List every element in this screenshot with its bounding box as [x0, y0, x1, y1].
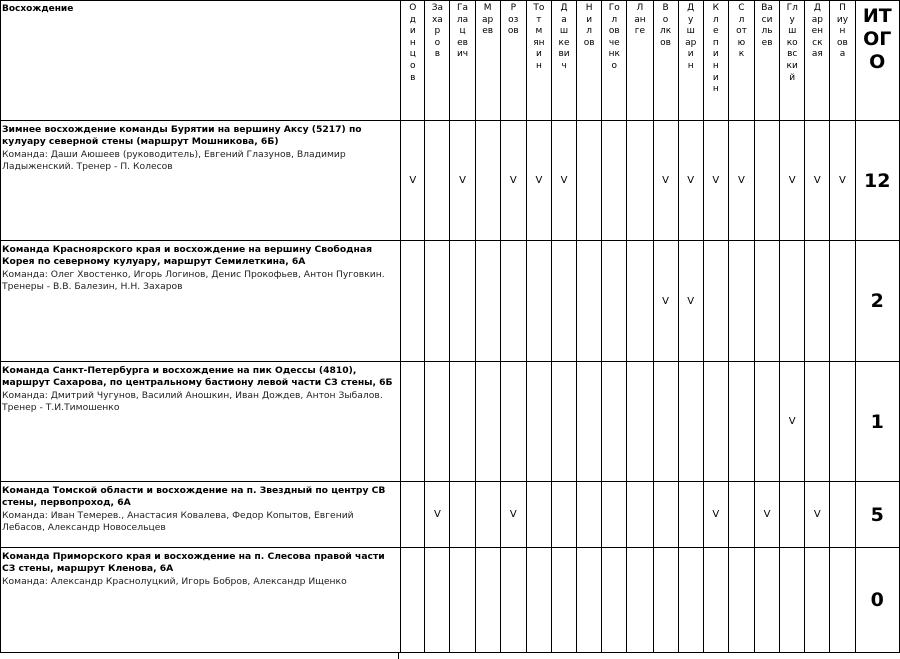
- vote-cell: [602, 121, 627, 241]
- judge-header-5: [500, 1, 526, 121]
- judge-header-fragment: е: [713, 26, 719, 37]
- vote-cell: [653, 362, 678, 482]
- table-row: [1, 482, 900, 548]
- vote-cell: [602, 241, 627, 362]
- judge-header-fragment: ев: [457, 37, 468, 48]
- judge-header-fragment: ха: [431, 14, 443, 25]
- judge-header-6: [526, 1, 551, 121]
- judge-header-fragment: и: [586, 14, 593, 25]
- judge-header-fragment: ко: [786, 37, 798, 48]
- judge-header-fragment: н: [535, 60, 542, 71]
- vote-cell: V: [728, 121, 754, 241]
- vote-cell: [678, 362, 703, 482]
- vote-cell: [500, 362, 526, 482]
- judge-header-fragment: о: [662, 14, 669, 25]
- judge-header-fragment: н: [712, 60, 719, 71]
- vote-cell: [425, 121, 450, 241]
- vote-cell: V: [401, 121, 425, 241]
- judge-header-fragment: о: [434, 37, 441, 48]
- judge-header-fragment: ар: [685, 37, 697, 48]
- judge-header-fragment: ов: [660, 37, 671, 48]
- judge-header-fragment: К: [712, 3, 719, 13]
- vote-cell: V: [780, 121, 805, 241]
- judge-header-2: [425, 1, 450, 121]
- judge-header-fragment: и: [712, 72, 719, 83]
- judge-header-fragment: н: [712, 84, 719, 95]
- judge-header-18: [830, 1, 855, 121]
- total-cell: 0: [855, 548, 899, 653]
- vote-cell: V: [500, 121, 526, 241]
- team-members: Команда: Олег Хвостенко, Игорь Логинов, Денис Прокофьев, Антон Пуговкин. Тренеры - В.В. Балезин, Н.Н. Захаров: [2, 268, 385, 293]
- judge-header-fragment: За: [431, 3, 444, 13]
- vote-cell: [627, 548, 653, 653]
- judge-header-fragment: О: [409, 3, 417, 13]
- judge-header-fragment: ки: [786, 60, 798, 71]
- vote-cell: [755, 548, 780, 653]
- total-header-fragment: ИТ: [862, 5, 892, 27]
- judge-header-3: [450, 1, 475, 121]
- vote-cell: V: [830, 121, 855, 241]
- vote-cell: [627, 362, 653, 482]
- vote-cell: [805, 362, 830, 482]
- judge-header-fragment: ш: [686, 26, 695, 37]
- ascent-description: [1, 241, 401, 362]
- vote-cell: [401, 482, 425, 548]
- vote-cell: [450, 241, 475, 362]
- vote-cell: [678, 482, 703, 548]
- judge-header-fragment: и: [687, 49, 694, 60]
- judge-header-fragment: а: [839, 49, 846, 60]
- judge-header-fragment: ев: [482, 26, 494, 37]
- ascent-title: Команда Санкт-Петербурга и восхождение на пик Одессы (4810), маршрут Сахарова, по центральному бастиону левой части СЗ стены, 6Б: [2, 365, 393, 389]
- vote-cell: [500, 241, 526, 362]
- vote-cell: V: [703, 121, 728, 241]
- judge-header-fragment: Ва: [761, 3, 773, 13]
- total-column-header: [855, 1, 899, 121]
- vote-cell: [401, 241, 425, 362]
- ascent-title: Команда Красноярского края и восхождение на вершину Свободная Корея по северному кулуару, маршрут Семилеткина, 6А: [2, 244, 372, 268]
- ascent-description: [1, 482, 401, 548]
- judge-header-fragment: ар: [811, 14, 823, 25]
- judge-header-fragment: ов: [583, 37, 595, 48]
- judge-header-fragment: ла: [456, 14, 469, 25]
- judge-header-fragment: Р: [510, 3, 516, 13]
- judge-header-fragment: То: [533, 3, 545, 13]
- vote-cell: [401, 548, 425, 653]
- judge-header-fragment: Го: [608, 3, 620, 13]
- judge-header-fragment: ч: [561, 60, 567, 71]
- vote-cell: [780, 482, 805, 548]
- judge-header-fragment: Д: [687, 3, 695, 13]
- vote-cell: [755, 241, 780, 362]
- vote-cell: [526, 548, 551, 653]
- judge-header-fragment: М: [483, 3, 492, 13]
- judge-header-fragment: Д: [813, 3, 821, 13]
- judge-header-fragment: Н: [585, 3, 593, 13]
- total-cell: 1: [855, 362, 899, 482]
- total-cell: 12: [855, 121, 899, 241]
- judge-header-fragment: ке: [558, 37, 570, 48]
- judge-header-fragment: нк: [608, 49, 620, 60]
- judge-header-fragment: ая: [811, 49, 823, 60]
- vote-cell: V: [425, 482, 450, 548]
- vote-cell: [805, 241, 830, 362]
- judge-header-fragment: С: [738, 3, 745, 13]
- vote-cell: V: [755, 482, 780, 548]
- table-row: [1, 362, 900, 482]
- judge-header-10: [627, 1, 653, 121]
- judge-header-fragment: н: [687, 60, 694, 71]
- vote-cell: V: [500, 482, 526, 548]
- total-header-fragment: ОГ: [863, 28, 892, 50]
- judge-header-fragment: В: [662, 3, 669, 13]
- next-row-border: [398, 652, 899, 659]
- judge-header-fragment: ю: [737, 37, 746, 48]
- vote-cell: [526, 362, 551, 482]
- vote-cell: [780, 241, 805, 362]
- vote-cell: [830, 548, 855, 653]
- vote-cell: V: [780, 362, 805, 482]
- judge-header-fragment: о: [611, 60, 618, 71]
- team-members: Команда: Иван Темерев., Анастасия Ковалева, Федор Копытов, Евгений Лебасов, Александр Новосельцев: [2, 509, 354, 534]
- vote-cell: V: [653, 241, 678, 362]
- judge-header-fragment: н: [839, 26, 846, 37]
- judge-header-fragment: Гл: [786, 3, 798, 13]
- vote-cell: V: [551, 121, 576, 241]
- vote-cell: [577, 121, 602, 241]
- vote-cell: [830, 482, 855, 548]
- judge-header-fragment: си: [761, 14, 773, 25]
- total-cell: 2: [855, 241, 899, 362]
- vote-cell: V: [450, 121, 475, 241]
- judge-header-7: [551, 1, 576, 121]
- vote-cell: [450, 548, 475, 653]
- vote-cell: [577, 362, 602, 482]
- judge-header-4: [475, 1, 500, 121]
- judge-header-17: [805, 1, 830, 121]
- judge-header-fragment: ич: [456, 49, 469, 60]
- vote-cell: V: [678, 241, 703, 362]
- vote-cell: [728, 482, 754, 548]
- judge-header-fragment: р: [434, 26, 441, 37]
- vote-cell: V: [678, 121, 703, 241]
- judge-header-fragment: и: [712, 49, 719, 60]
- vote-cell: [425, 548, 450, 653]
- judge-header-fragment: ен: [811, 26, 824, 37]
- vote-cell: [526, 482, 551, 548]
- judge-header-fragment: л: [738, 14, 745, 25]
- vote-cell: [602, 548, 627, 653]
- vote-cell: V: [653, 121, 678, 241]
- judge-header-fragment: П: [839, 3, 846, 13]
- total-header-fragment: О: [869, 51, 886, 73]
- vote-cell: [755, 121, 780, 241]
- judge-header-fragment: ц: [459, 26, 466, 37]
- vote-cell: [653, 548, 678, 653]
- vote-cell: [703, 548, 728, 653]
- judge-header-fragment: н: [409, 37, 416, 48]
- ascent-description: [1, 121, 401, 241]
- vote-cell: [602, 362, 627, 482]
- judge-header-fragment: ц: [409, 49, 416, 60]
- judge-header-fragment: у: [789, 14, 795, 25]
- vote-cell: [830, 241, 855, 362]
- team-members: Команда: Александр Краснолуцкий, Игорь Бобров, Александр Ищенко: [2, 575, 347, 587]
- team-members: Команда: Даши Аюшеев (руководитель), Евгений Глазунов, Владимир Ладыженский. Тренер - П. Колесов: [2, 148, 346, 173]
- vote-cell: [475, 362, 500, 482]
- ascent-column-header: Восхождение: [1, 1, 401, 121]
- judge-header-fragment: л: [586, 26, 593, 37]
- judge-header-fragment: и: [535, 49, 542, 60]
- judge-header-fragment: че: [608, 37, 620, 48]
- judge-header-9: [602, 1, 627, 121]
- table-row: [1, 548, 900, 653]
- judge-header-fragment: о: [410, 60, 416, 71]
- judge-header-fragment: ов: [507, 26, 519, 37]
- judge-header-fragment: ан: [634, 14, 646, 25]
- judge-header-fragment: ев: [761, 37, 773, 48]
- judge-header-fragment: ск: [812, 37, 823, 48]
- judge-header-fragment: к: [738, 49, 745, 60]
- judge-header-fragment: д: [409, 14, 416, 25]
- judge-header-8: [577, 1, 602, 121]
- vote-cell: [653, 482, 678, 548]
- vote-cell: [526, 241, 551, 362]
- vote-cell: [780, 548, 805, 653]
- vote-cell: [627, 482, 653, 548]
- judge-header-15: [755, 1, 780, 121]
- vote-cell: [755, 362, 780, 482]
- vote-cell: [577, 548, 602, 653]
- judge-header-fragment: а: [561, 14, 567, 25]
- judge-header-fragment: л: [611, 14, 618, 25]
- ascent-title: Зимнее восхождение команды Бурятии на вершину Аксу (5217) по кулуару северной стены (маршрут Мошникова, 6Б): [2, 124, 362, 148]
- ascent-description: [1, 548, 401, 653]
- vote-cell: [450, 362, 475, 482]
- judge-header-fragment: ян: [533, 37, 545, 48]
- vote-cell: [728, 548, 754, 653]
- judge-header-14: [728, 1, 754, 121]
- vote-cell: [728, 241, 754, 362]
- vote-cell: V: [805, 482, 830, 548]
- judge-header-fragment: и: [409, 26, 416, 37]
- vote-cell: [551, 362, 576, 482]
- judge-header-fragment: Л: [636, 3, 644, 13]
- judge-header-16: [780, 1, 805, 121]
- vote-cell: [678, 548, 703, 653]
- judge-header-fragment: Д: [560, 3, 568, 13]
- table-row: [1, 121, 900, 241]
- vote-cell: [475, 241, 500, 362]
- vote-cell: [551, 241, 576, 362]
- vote-cell: [602, 482, 627, 548]
- vote-cell: [627, 121, 653, 241]
- judge-header-12: [678, 1, 703, 121]
- vote-cell: [703, 241, 728, 362]
- judge-header-1: [401, 1, 425, 121]
- judge-header-fragment: у: [688, 14, 694, 25]
- judge-header-fragment: ль: [761, 26, 773, 37]
- table-row: [1, 241, 900, 362]
- header-row: [1, 1, 900, 121]
- judge-header-fragment: в: [434, 49, 441, 60]
- judge-header-fragment: м: [535, 26, 543, 37]
- vote-cell: V: [703, 482, 728, 548]
- vote-cell: [450, 482, 475, 548]
- judge-header-fragment: ов: [837, 37, 848, 48]
- judge-header-fragment: ш: [788, 26, 797, 37]
- judge-header-fragment: ви: [558, 49, 570, 60]
- vote-cell: V: [805, 121, 830, 241]
- judge-header-fragment: й: [789, 72, 796, 83]
- judge-header-fragment: л: [712, 14, 719, 25]
- ascent-description: [1, 362, 401, 482]
- judge-header-11: [653, 1, 678, 121]
- vote-cell: [577, 482, 602, 548]
- vote-cell: [627, 241, 653, 362]
- judge-header-fragment: оз: [508, 14, 519, 25]
- vote-cell: [500, 548, 526, 653]
- vote-cell: [425, 241, 450, 362]
- vote-cell: [805, 548, 830, 653]
- vote-cell: [475, 548, 500, 653]
- judge-header-fragment: ш: [559, 26, 569, 37]
- judge-header-13: [703, 1, 728, 121]
- judge-header-fragment: ар: [482, 14, 494, 25]
- vote-cell: [475, 482, 500, 548]
- vote-cell: [551, 482, 576, 548]
- judge-header-fragment: ов: [608, 26, 620, 37]
- team-members: Команда: Дмитрий Чугунов, Василий Аношкин, Иван Дождев, Антон Зыбалов. Тренер - Т.И.Тимошенко: [2, 389, 383, 414]
- judge-header-fragment: ге: [634, 26, 646, 37]
- ascent-title: Команда Томской области и восхождение на п. Звездный по центру СВ стены, первопроход, 6А: [2, 485, 386, 509]
- vote-cell: [475, 121, 500, 241]
- judge-header-fragment: т: [536, 14, 542, 25]
- vote-cell: [551, 548, 576, 653]
- vote-cell: [830, 362, 855, 482]
- vote-cell: [703, 362, 728, 482]
- vote-cell: [401, 362, 425, 482]
- judge-header-fragment: Га: [457, 3, 469, 13]
- ascent-title: Команда Приморского края и восхождение на п. Слесова правой части СЗ стены, маршрут Кленова, 6А: [2, 551, 385, 575]
- vote-cell: V: [526, 121, 551, 241]
- vote-cell: [728, 362, 754, 482]
- judge-header-fragment: п: [712, 37, 719, 48]
- judge-header-fragment: вс: [787, 49, 798, 60]
- vote-cell: [577, 241, 602, 362]
- total-cell: 5: [855, 482, 899, 548]
- judge-header-fragment: иу: [836, 14, 849, 25]
- judge-header-fragment: лк: [659, 26, 672, 37]
- judge-header-fragment: от: [736, 26, 747, 37]
- judge-header-fragment: в: [410, 72, 416, 83]
- vote-cell: [425, 362, 450, 482]
